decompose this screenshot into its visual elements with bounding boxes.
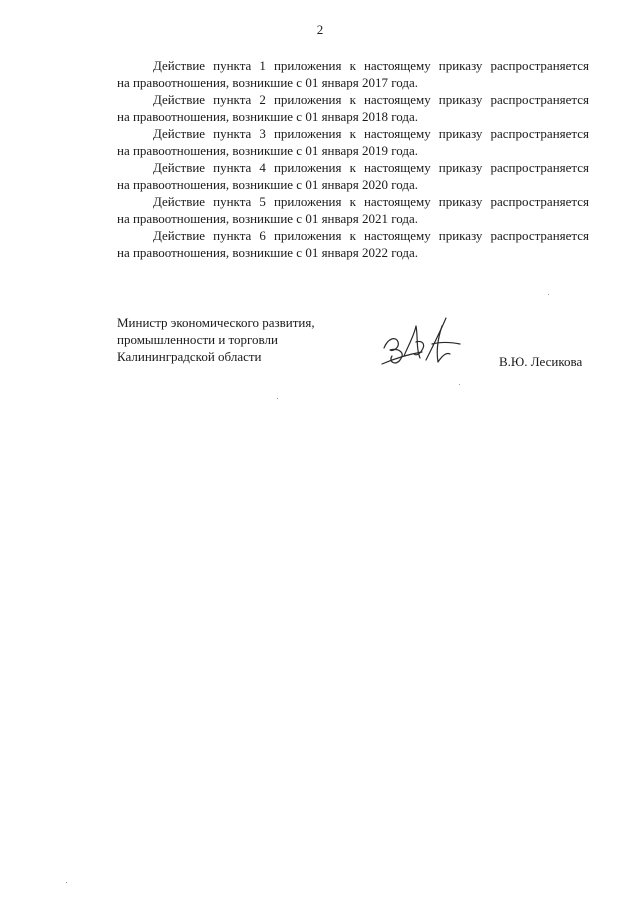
handwritten-signature: [376, 312, 466, 372]
paragraph-item-5: [117, 193, 589, 227]
scan-speck: [548, 294, 549, 295]
paragraph-item-3: [117, 125, 589, 159]
paragraph-line: Действие пункта 6 приложения к настоящему приказу распространяется: [153, 228, 589, 243]
signatory-title-block: [117, 314, 315, 365]
paragraph-item-6: [117, 227, 589, 261]
paragraph-line: Действие пункта 5 приложения к настоящему приказу распространяется: [153, 194, 589, 209]
paragraph-line: на правоотношения, возникшие с 01 января 2018 года.: [117, 109, 418, 124]
paragraph-line: Действие пункта 1 приложения к настоящему приказу распространяется: [153, 58, 589, 73]
paragraph-line: на правоотношения, возникшие с 01 января 2020 года.: [117, 177, 418, 192]
paragraph-item-4: [117, 159, 589, 193]
scan-speck: [459, 384, 460, 385]
document-body: [117, 57, 589, 261]
signatory-title-line: промышленности и торговли: [117, 332, 278, 347]
paragraph-line: на правоотношения, возникшие с 01 января 2022 года.: [117, 245, 418, 260]
paragraph-item-1: [117, 57, 589, 91]
paragraph-line: Действие пункта 3 приложения к настоящему приказу распространяется: [153, 126, 589, 141]
scan-speck: [66, 882, 67, 883]
paragraph-line: на правоотношения, возникшие с 01 января 2021 года.: [117, 211, 418, 226]
signatory-name: В.Ю. Лесикова: [499, 354, 583, 369]
signatory-title-line: Калининградской области: [117, 349, 262, 364]
paragraph-item-2: [117, 91, 589, 125]
signatory-title-line: Министр экономического развития,: [117, 315, 315, 330]
paragraph-line: Действие пункта 4 приложения к настоящему приказу распространяется: [153, 160, 589, 175]
scan-speck: [277, 398, 278, 399]
paragraph-line: на правоотношения, возникшие с 01 января 2017 года.: [117, 75, 418, 90]
paragraph-line: Действие пункта 2 приложения к настоящему приказу распространяется: [153, 92, 589, 107]
page-number: 2: [316, 22, 324, 37]
paragraph-line: на правоотношения, возникшие с 01 января 2019 года.: [117, 143, 418, 158]
